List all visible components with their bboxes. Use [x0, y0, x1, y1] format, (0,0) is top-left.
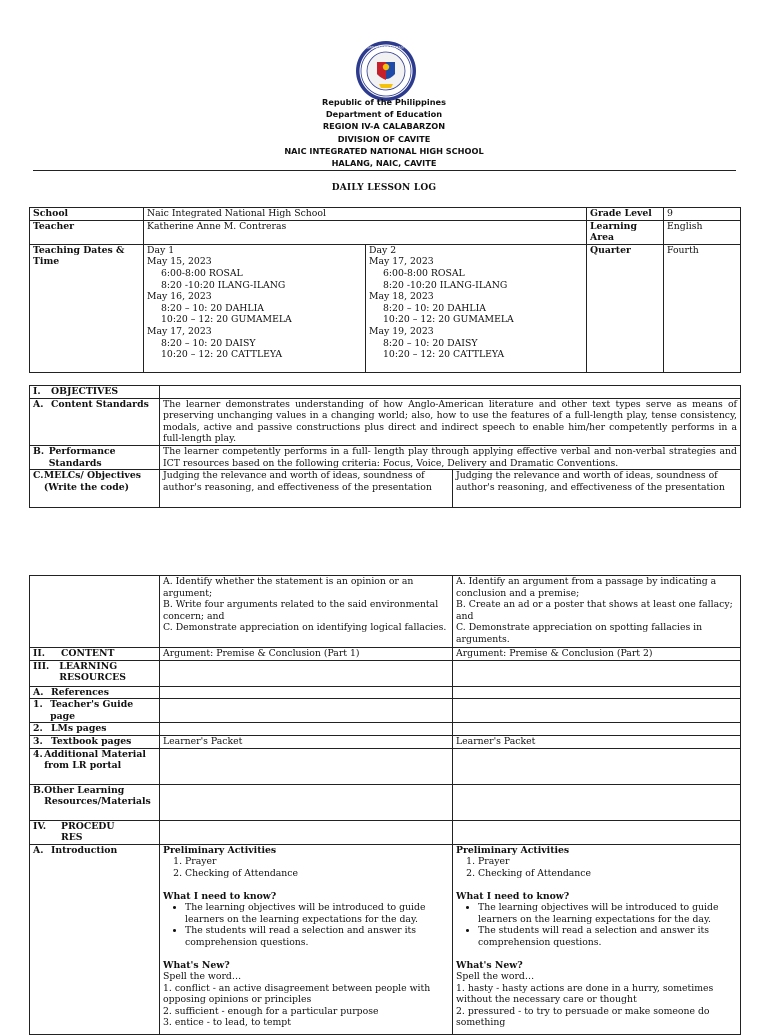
time-slot: 8:20 – 10: 20 DAHLIA	[383, 302, 486, 314]
time-slot: 10:20 – 12: 20 GUMAMELA	[161, 314, 292, 326]
teachers-guide-day2	[453, 699, 741, 723]
textbook-pages-day1: Learner's Packet	[160, 735, 453, 748]
content-label: II. CONTENT	[30, 648, 160, 661]
performance-standards-label: B. Performance Standards	[30, 445, 160, 469]
learning-area-label: Learning Area	[587, 220, 664, 244]
teachers-guide-day1	[160, 699, 453, 723]
objectives-day2	[453, 576, 741, 648]
letterhead-line: DIVISION OF CAVITE	[337, 133, 431, 144]
time-slot: 6:00-8:00 ROSAL	[161, 267, 243, 279]
letterhead	[0, 96, 768, 169]
teacher-label: Teacher	[30, 220, 144, 244]
performance-standards-text: The learner competently performs in a full- length play through applying effective verbal and non-verbal strategies and ICT resources based on the following criteria: Focus, Voice, Delivery and Dramatic Conventions.	[160, 445, 741, 469]
time-slot: 6:00-8:00 ROSAL	[383, 267, 465, 279]
quarter-value: Fourth	[664, 244, 741, 372]
objective-item: C. Demonstrate appreciation on spotting fallacies in arguments.	[456, 622, 703, 645]
objectives-day1	[160, 576, 453, 648]
date-line: May 15, 2023	[147, 256, 212, 268]
info-table	[29, 207, 741, 373]
spell-instruction: Spell the word…	[163, 971, 242, 983]
content-day1: Argument: Premise & Conclusion (Part 1)	[160, 648, 453, 661]
day1-schedule	[144, 244, 366, 372]
procedures-label: IV. PROCEDURES	[30, 820, 160, 844]
other-resources-day1	[160, 784, 453, 820]
procedures-day2	[453, 820, 741, 844]
learning-resources-label: III. LEARNING RESOURCES	[30, 660, 160, 686]
time-slot: 10:20 – 12: 20 CATTLEYA	[383, 349, 505, 361]
lesson-plan-table	[29, 575, 741, 1035]
introduction-label: A. Introduction	[30, 844, 160, 1034]
date-line: May 16, 2023	[147, 291, 212, 303]
header-divider	[33, 170, 736, 171]
objective-item: B. Create an ad or a poster that shows at least one fallacy; and	[456, 599, 733, 622]
time-slot: 8:20 -10:20 ILANG-ILANG	[383, 279, 508, 291]
melcs-day1: Judging the relevance and worth of ideas, soundness of author's reasoning, and effectiveness of the presentation	[160, 470, 453, 508]
vocab-item: 3. entice - to lead, to tempt	[163, 1017, 291, 1029]
references-day1	[160, 686, 453, 699]
grade-label: Grade Level	[587, 208, 664, 221]
need-item: • The students will read a selection and answer its comprehension questions.	[185, 925, 449, 948]
vocab-item: 2. pressured - to try to persuade or make someone do something	[456, 1005, 710, 1029]
additional-material-day2	[453, 748, 741, 784]
letterhead-line: Republic of the Philippines	[322, 97, 446, 107]
objective-item: B. Write four arguments related to the said environmental concern; and	[163, 599, 439, 622]
prelim-item: 2. Checking of Attendance	[185, 868, 449, 880]
other-resources-day2	[453, 784, 741, 820]
quarter-label: Quarter	[587, 244, 664, 372]
content-standards-text: The learner demonstrates understanding of how Anglo-American literature and other text types serve as means of preserving unchanging values in a changing world; also, how to use the features of a full-length play, tense consistency, modals, active and passive constructions plus direct and indirect speech to enable him/her competently performs in a full-length play.	[160, 398, 741, 445]
whats-new-heading: What's New?	[456, 959, 523, 971]
objectives-heading-blank	[160, 386, 741, 399]
time-slot: 8:20 – 10: 20 DAISY	[161, 337, 256, 349]
lms-pages-label: 2. LMs pages	[30, 723, 160, 736]
content-standards-label: A. Content Standards	[30, 398, 160, 445]
teachers-guide-label: 1. Teacher's Guide page	[30, 699, 160, 723]
day-label: Day 1	[147, 244, 175, 256]
time-slot: 10:20 – 12: 20 CATTLEYA	[161, 349, 283, 361]
letterhead-line: REGION IV-A CALABARZON	[322, 121, 446, 132]
time-slot: 8:20 – 10: 20 DAISY	[383, 337, 478, 349]
objective-item: C. Demonstrate appreciation on identifying logical fallacies.	[163, 622, 447, 634]
textbook-pages-day2: Learner's Packet	[453, 735, 741, 748]
additional-material-label: 4. Additional Material from LR portal	[30, 748, 160, 784]
need-to-know-heading: What I need to know?	[456, 890, 570, 902]
teaching-dates-label: Teaching Dates & Time	[30, 244, 144, 372]
need-item: • The learning objectives will be introduced to guide learners on the learning expectations for the day.	[478, 902, 737, 925]
objectives-heading: I. OBJECTIVES	[30, 386, 160, 399]
references-day2	[453, 686, 741, 699]
prelim-item: 1. Prayer	[185, 856, 449, 868]
vocab-item: 1. hasty - hasty actions are done in a hurry, sometimes without the necessary care or thought	[456, 982, 714, 1006]
grade-value: 9	[664, 208, 741, 221]
objectives-table	[29, 385, 741, 508]
school-value: Naic Integrated National High School	[144, 208, 587, 221]
document-title: DAILY LESSON LOG	[331, 183, 437, 193]
learning-area-value: English	[664, 220, 741, 244]
prelim-item: 2. Checking of Attendance	[478, 868, 737, 880]
teacher-value: Katherine Anne M. Contreras	[144, 220, 587, 244]
school-label: School	[30, 208, 144, 221]
melcs-day2: Judging the relevance and worth of ideas, soundness of author's reasoning, and effectiveness of the presentation	[453, 470, 741, 508]
date-line: May 17, 2023	[369, 256, 434, 268]
preliminary-heading: Preliminary Activities	[456, 844, 570, 856]
lms-pages-day2	[453, 723, 741, 736]
letterhead-line: Department of Education	[325, 109, 443, 120]
additional-material-day1	[160, 748, 453, 784]
time-slot: 10:20 – 12: 20 GUMAMELA	[383, 314, 514, 326]
need-item: • The learning objectives will be introduced to guide learners on the learning expectations for the day.	[185, 902, 449, 925]
vocab-item: 1. conflict - an active disagreement between people with opposing opinions or principles	[163, 982, 431, 1006]
learning-resources-day2	[453, 660, 741, 686]
objective-item: A. Identify whether the statement is an opinion or an argument;	[163, 576, 414, 599]
procedures-day1	[160, 820, 453, 844]
time-slot: 8:20 – 10: 20 DAHLIA	[161, 302, 264, 314]
objective-item: A. Identify an argument from a passage by indicating a conclusion and a premise;	[456, 576, 717, 599]
introduction-day2	[453, 844, 741, 1034]
other-resources-label: B. Other Learning Resources/Materials	[30, 784, 160, 820]
letterhead-line: HALANG, NAIC, CAVITE	[331, 158, 437, 169]
introduction-day1	[160, 844, 453, 1034]
objectives-cont-label	[30, 576, 160, 648]
day2-schedule	[366, 244, 587, 372]
learning-resources-day1	[160, 660, 453, 686]
textbook-pages-label: 3. Textbook pages	[30, 735, 160, 748]
date-line: May 18, 2023	[369, 291, 434, 303]
need-item: • The students will read a selection and answer its comprehension questions.	[478, 925, 737, 948]
letterhead-line: NAIC INTEGRATED NATIONAL HIGH SCHOOL	[284, 145, 484, 156]
preliminary-heading: Preliminary Activities	[163, 844, 277, 856]
vocab-item: 2. sufficient - enough for a particular purpose	[163, 1005, 379, 1017]
prelim-item: 1. Prayer	[478, 856, 737, 868]
content-day2: Argument: Premise & Conclusion (Part 2)	[453, 648, 741, 661]
need-to-know-heading: What I need to know?	[163, 890, 277, 902]
deped-seal	[355, 40, 417, 102]
day-label: Day 2	[369, 244, 397, 256]
svg-text:KAGAWARAN NG EDUKASYON: KAGAWARAN NG EDUKASYON	[362, 45, 410, 50]
lms-pages-day1	[160, 723, 453, 736]
time-slot: 8:20 -10:20 ILANG-ILANG	[161, 279, 286, 291]
melcs-label: C. MELCs/ Objectives (Write the code)	[30, 470, 160, 508]
references-label: A. References	[30, 686, 160, 699]
date-line: May 17, 2023	[147, 325, 212, 337]
date-line: May 19, 2023	[369, 325, 434, 337]
spell-instruction: Spell the word…	[456, 971, 535, 983]
whats-new-heading: What's New?	[163, 959, 230, 971]
